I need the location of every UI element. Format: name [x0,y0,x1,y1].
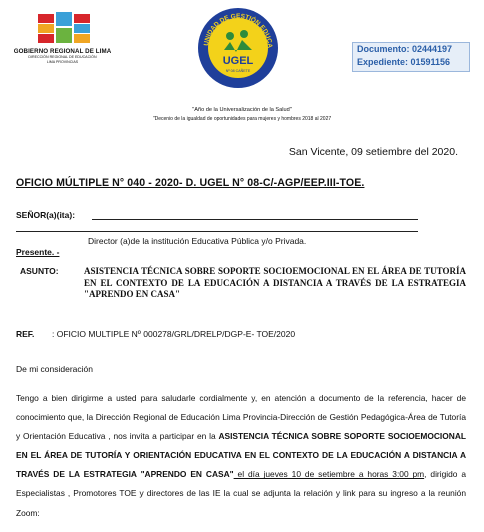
body-underlined-date: el día jueves 10 de setiembre a horas 3:00 pm [233,469,425,480]
senor-label: SEÑOR(a)(ita): [16,210,76,220]
recipient-underline-2 [16,231,418,232]
gobierno-sub2: LIMA PROVINCIAS [46,59,79,64]
oficio-title: OFICIO MÚLTIPLE N° 040 - 2020- D. UGEL N° 08-C/-AGP/EEP.III-TOE. [16,177,365,189]
body-paragraph [16,389,466,523]
expediente-number: Expediente: 01591156 [357,56,451,67]
gobierno-sub1: DIRECCIÓN REGIONAL DE EDUCACIÓN [28,55,97,59]
document-info-box [352,42,470,72]
gobierno-emblem-icon [38,12,90,46]
decenio-line: "Decenio de la igualdad de oportunidades para mujeres y hombres 2018 al 2027 [152,116,332,122]
asunto-label: ASUNTO: [20,266,59,276]
ugel-ring-text: UNIDAD DE GESTIÓN EDUCA [203,12,274,48]
presente-label: Presente. - [16,247,60,257]
ugel-seal-icon [196,6,280,90]
ugel-logo [196,6,280,90]
consideracion-line: De mi consideración [16,364,94,374]
body-text-2: , dirigido a Especialistas , Promotores TOE y directores de las IE la cual se adjunta la relación y link para su ingreso a la reunión Zoom: [16,469,466,518]
director-line: Director (a)de la institución Educativa Pública y/o Privada. [88,236,307,246]
documento-number: Documento: 02444197 [357,44,453,54]
ugel-bottom: Nº 08 CAÑETE [225,69,251,73]
date-line: San Vicente, 09 setiembre del 2020. [288,146,458,158]
ref-label: REF. [16,329,35,339]
asunto-text: ASISTENCIA TÉCNICA SOBRE SOPORTE SOCIOEMOCIONAL EN EL ÁREA DE TUTORÍA EN EL CONTEXTO DE LA EDUCACIÓN A DISTANCIA A TRAVÉS DE LA ESTRATEGIA "APRENDO EN CASA" [84,266,466,299]
body-bold-text: ASISTENCIA TÉCNICA SOBRE SOPORTE SOCIOEMOCIONAL EN EL ÁREA DE TUTORÍA Y ORIENTACIÓN EDUCATIVA EN EL CONTEXTO DE LA EDUCACIÓN A DISTANCIA A TRAVÉS DE LA ESTRATEGIA "APRENDO EN CASA" [16,431,466,480]
body-text-1: Tengo a bien dirigirme a usted para saludarle cordialmente y, en atención a documento de la referencia, hacer de conocimiento que, la Dirección Regional de Educación Lima Provincia-Dirección de Gestión Pedagógica-Área de Tutoría y Orientación Educativa , nos invita a participar en la [16,393,466,442]
ref-text: : OFICIO MULTIPLE Nº 000278/GRL/DRELP/DGP-E- TOE/2020 [52,329,296,339]
recipient-underline-1 [92,219,418,220]
ugel-name: UGEL [222,55,254,67]
gobierno-title: GOBIERNO REGIONAL DE LIMA [13,48,112,55]
year-line: "Año de la Universalización de la Salud" [192,107,292,113]
gobierno-regional-logo [10,12,115,70]
